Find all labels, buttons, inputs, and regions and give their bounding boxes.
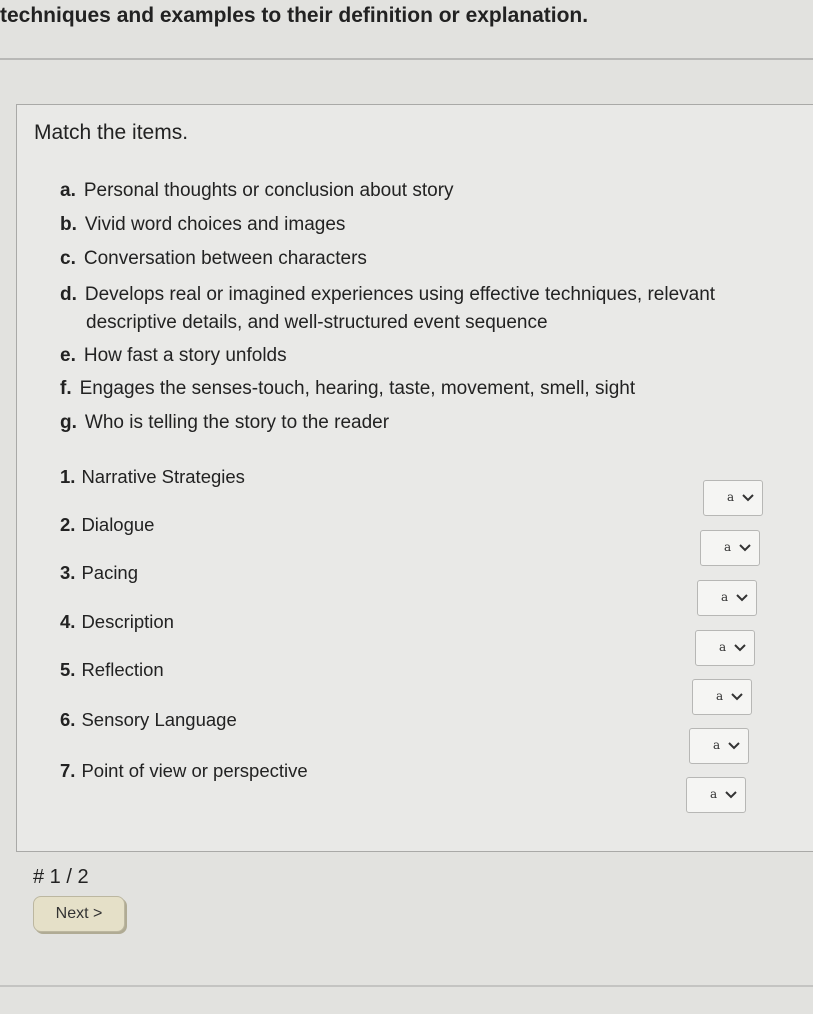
definition-letter: d. [60,284,77,305]
answer-select-2[interactable] [700,530,760,566]
definition-text: Develops real or imagined experiences using effective techniques, relevant [84,284,716,305]
term-number: 1. [60,466,76,487]
definition-f [60,378,635,400]
chevron-down-icon [727,738,741,752]
term-3 [60,562,138,584]
term-2 [60,514,154,536]
select-value: a [716,689,724,703]
question-instruction: Match the items. [34,121,189,144]
definition-letter: b. [60,214,77,235]
term-label: Narrative Strategies [81,466,245,487]
definition-letter: c. [60,248,76,269]
term-number: 3. [60,562,76,583]
top-divider [0,58,813,60]
definition-d [60,284,715,334]
term-5 [60,659,164,681]
definition-text: Personal thoughts or conclusion about story [83,180,454,201]
definition-text: Conversation between characters [83,248,367,269]
chevron-down-icon [733,640,747,654]
chevron-down-icon [741,490,755,504]
answer-select-7[interactable] [686,777,746,813]
term-label: Description [81,611,174,632]
select-value: a [710,787,718,801]
definition-letter: e. [60,345,76,366]
page-indicator: # 1 / 2 [33,866,89,888]
select-value: a [721,590,729,604]
definition-text: Who is telling the story to the reader [84,412,390,433]
definition-letter: g. [60,412,77,433]
definition-c [60,248,367,270]
definition-text: Engages the senses-touch, hearing, taste, movement, smell, sight [79,378,636,399]
select-value: a [724,540,732,554]
term-1 [60,466,245,488]
answer-select-4[interactable] [695,630,755,666]
chevron-down-icon [735,590,749,604]
definition-letter: a. [60,180,76,201]
term-label: Sensory Language [81,709,237,730]
bottom-divider [0,985,813,987]
select-value: a [719,640,727,654]
next-button[interactable]: Next > [33,896,125,932]
definition-letter: f. [60,378,72,399]
term-number: 6. [60,709,76,730]
answer-select-1[interactable] [703,480,763,516]
select-value: a [727,490,735,504]
answer-select-6[interactable] [689,728,749,764]
chevron-down-icon [730,689,744,703]
definition-e [60,345,287,367]
definition-g [60,412,389,434]
definition-text-continuation: descriptive details, and well-structured event sequence [86,312,548,333]
chevron-down-icon [738,540,752,554]
term-number: 2. [60,514,76,535]
term-4 [60,611,174,633]
chevron-down-icon [724,787,738,801]
term-label: Dialogue [81,514,155,535]
term-6 [60,709,237,731]
answer-select-5[interactable] [692,679,752,715]
answer-select-3[interactable] [697,580,757,616]
term-number: 5. [60,659,76,680]
definition-text: Vivid word choices and images [84,214,346,235]
term-number: 7. [60,760,76,781]
definition-b [60,214,345,236]
term-label: Point of view or perspective [81,760,308,781]
term-7 [60,760,308,782]
select-value: a [713,738,721,752]
term-number: 4. [60,611,76,632]
term-label: Pacing [81,562,139,583]
header-text: techniques and examples to their definition or explanation. [0,4,589,27]
definition-text: How fast a story unfolds [83,345,287,366]
definition-a [60,180,454,202]
term-label: Reflection [81,659,164,680]
